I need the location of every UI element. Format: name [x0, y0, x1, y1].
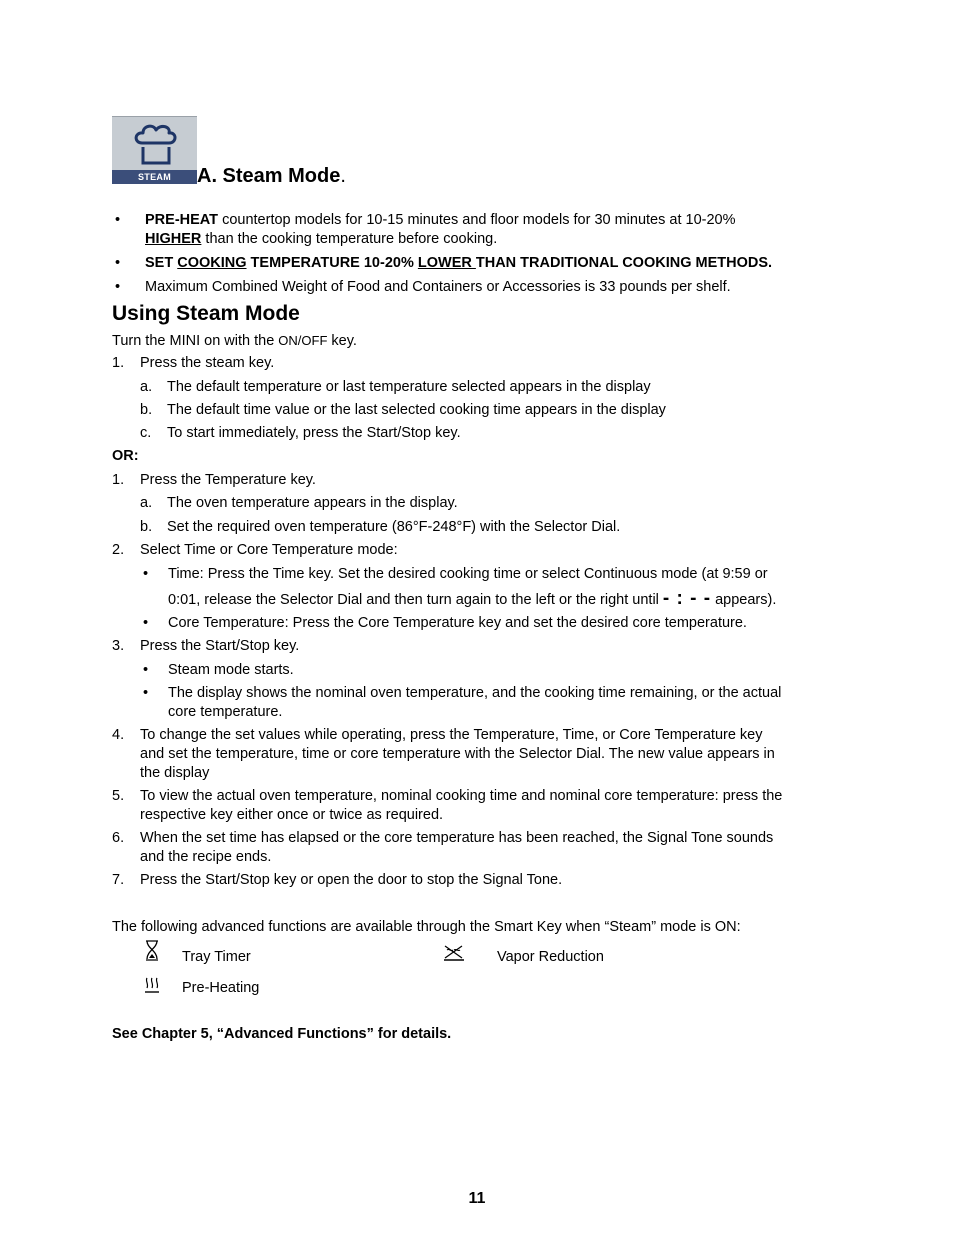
time-bullet-line2: 0:01, release the Selector Dial and then turn again to the left or the right until - : - - appears). — [168, 588, 777, 609]
time-bullet-line1: Time: Press the Time key. Set the desired cooking time or select Continuous mode (at 9:59 or — [168, 566, 768, 582]
substep-marker: c. — [140, 425, 152, 441]
step-text: To view the actual oven temperature, nominal cooking time and nominal core temperature: press the — [140, 788, 783, 804]
step-text: and the recipe ends. — [140, 849, 272, 865]
display-bullet-line1: The display shows the nominal oven temperature, and the cooking time remaining, or the actual — [168, 685, 782, 701]
preheat-waves-icon — [144, 977, 160, 995]
preheat-bold: PRE-HEAT — [145, 212, 219, 228]
step-number: 5. — [112, 788, 125, 804]
higher-underlined: HIGHER — [145, 231, 202, 247]
bullet-set-temperature: SET COOKING TEMPERATURE 10-20% LOWER THAN TRADITIONAL COOKING METHODS. — [145, 255, 773, 271]
preheat-text: countertop models for 10-15 minutes and floor models for 30 minutes at 10-20% — [218, 212, 736, 228]
substep-marker: b. — [140, 519, 153, 535]
page-number: 11 — [468, 1190, 486, 1207]
step-number: 4. — [112, 727, 125, 743]
steam-chef-hat-icon — [112, 117, 197, 170]
using-steam-mode-heading: Using Steam Mode — [112, 302, 300, 325]
step-number: 3. — [112, 638, 125, 654]
step-number: 7. — [112, 872, 125, 888]
step-text: the display — [140, 765, 210, 781]
bullet-preheat-line2 — [145, 230, 497, 249]
steam-starts-bullet: Steam mode starts. — [168, 662, 294, 678]
substep-text: The default temperature or last temperature selected appears in the display — [167, 379, 651, 395]
bullet-dot: • — [143, 566, 149, 582]
step-number: 1. — [112, 472, 125, 488]
step-text: Press the Temperature key. — [140, 472, 316, 488]
pre-heating-label: Pre-Heating — [182, 980, 260, 996]
substep-marker: a. — [140, 379, 153, 395]
display-bullet-line2: core temperature. — [168, 704, 283, 720]
substep-text: To start immediately, press the Start/Stop key. — [167, 425, 461, 441]
bullet-dot: • — [143, 662, 149, 678]
steam-tile-label: STEAM — [112, 170, 197, 184]
step-text: Press the steam key. — [140, 355, 275, 371]
step-number: 2. — [112, 542, 125, 558]
hourglass-icon — [144, 940, 160, 961]
core-temp-bullet: Core Temperature: Press the Core Temperature key and set the desired core temperature. — [168, 615, 747, 631]
bullet-dot: • — [115, 255, 121, 271]
advanced-functions-intro: The following advanced functions are available through the Smart Key when “Steam” mode is ON: — [112, 919, 741, 935]
step-number: 1. — [112, 355, 125, 371]
steam-mode-icon-tile — [112, 116, 197, 184]
vapor-reduction-icon — [443, 944, 465, 962]
step-text: Select Time or Core Temperature mode: — [140, 542, 398, 558]
step-text: respective key either once or twice as required. — [140, 807, 444, 823]
step-number: 6. — [112, 830, 125, 846]
step-text: Press the Start/Stop key or open the door to stop the Signal Tone. — [140, 872, 563, 888]
bullet-max-weight: Maximum Combined Weight of Food and Containers or Accessories is 33 pounds per shelf. — [145, 279, 731, 295]
bullet-dot: • — [143, 615, 149, 631]
section-heading — [197, 164, 346, 188]
substep-text: The oven temperature appears in the display. — [167, 495, 458, 511]
bullet-dot: • — [115, 212, 121, 228]
substep-marker: a. — [140, 495, 153, 511]
section-heading-period: . — [340, 165, 346, 187]
step-text: and set the temperature, time or core temperature with the Selector Dial. The new value appears in — [140, 746, 775, 762]
substep-text: The default time value or the last selected cooking time appears in the display — [167, 402, 666, 418]
intro-text: Turn the MINI on with the ON/OFF key. — [112, 333, 357, 349]
on-off-key-label: ON/OFF — [278, 333, 328, 348]
vapor-reduction-label: Vapor Reduction — [497, 949, 604, 965]
step-text: Press the Start/Stop key. — [140, 638, 300, 654]
or-label: OR: — [112, 448, 139, 464]
step-text: When the set time has elapsed or the core temperature has been reached, the Signal Tone sounds — [140, 830, 774, 846]
continuous-mode-symbol: - : - - — [662, 588, 712, 609]
substep-marker: b. — [140, 402, 153, 418]
see-chapter-note: See Chapter 5, “Advanced Functions” for details. — [112, 1026, 452, 1042]
bullet-dot: • — [115, 279, 121, 295]
tray-timer-label: Tray Timer — [182, 949, 251, 965]
bullet-dot: • — [143, 685, 149, 701]
section-heading-text: A. Steam Mode — [197, 165, 341, 187]
substep-text: Set the required oven temperature (86°F-248°F) with the Selector Dial. — [167, 519, 621, 535]
bullet-preheat — [145, 211, 736, 230]
preheat-text-2: than the cooking temperature before cooking. — [201, 231, 498, 247]
step-text: To change the set values while operating, press the Temperature, Time, or Core Temperature key — [140, 727, 763, 743]
